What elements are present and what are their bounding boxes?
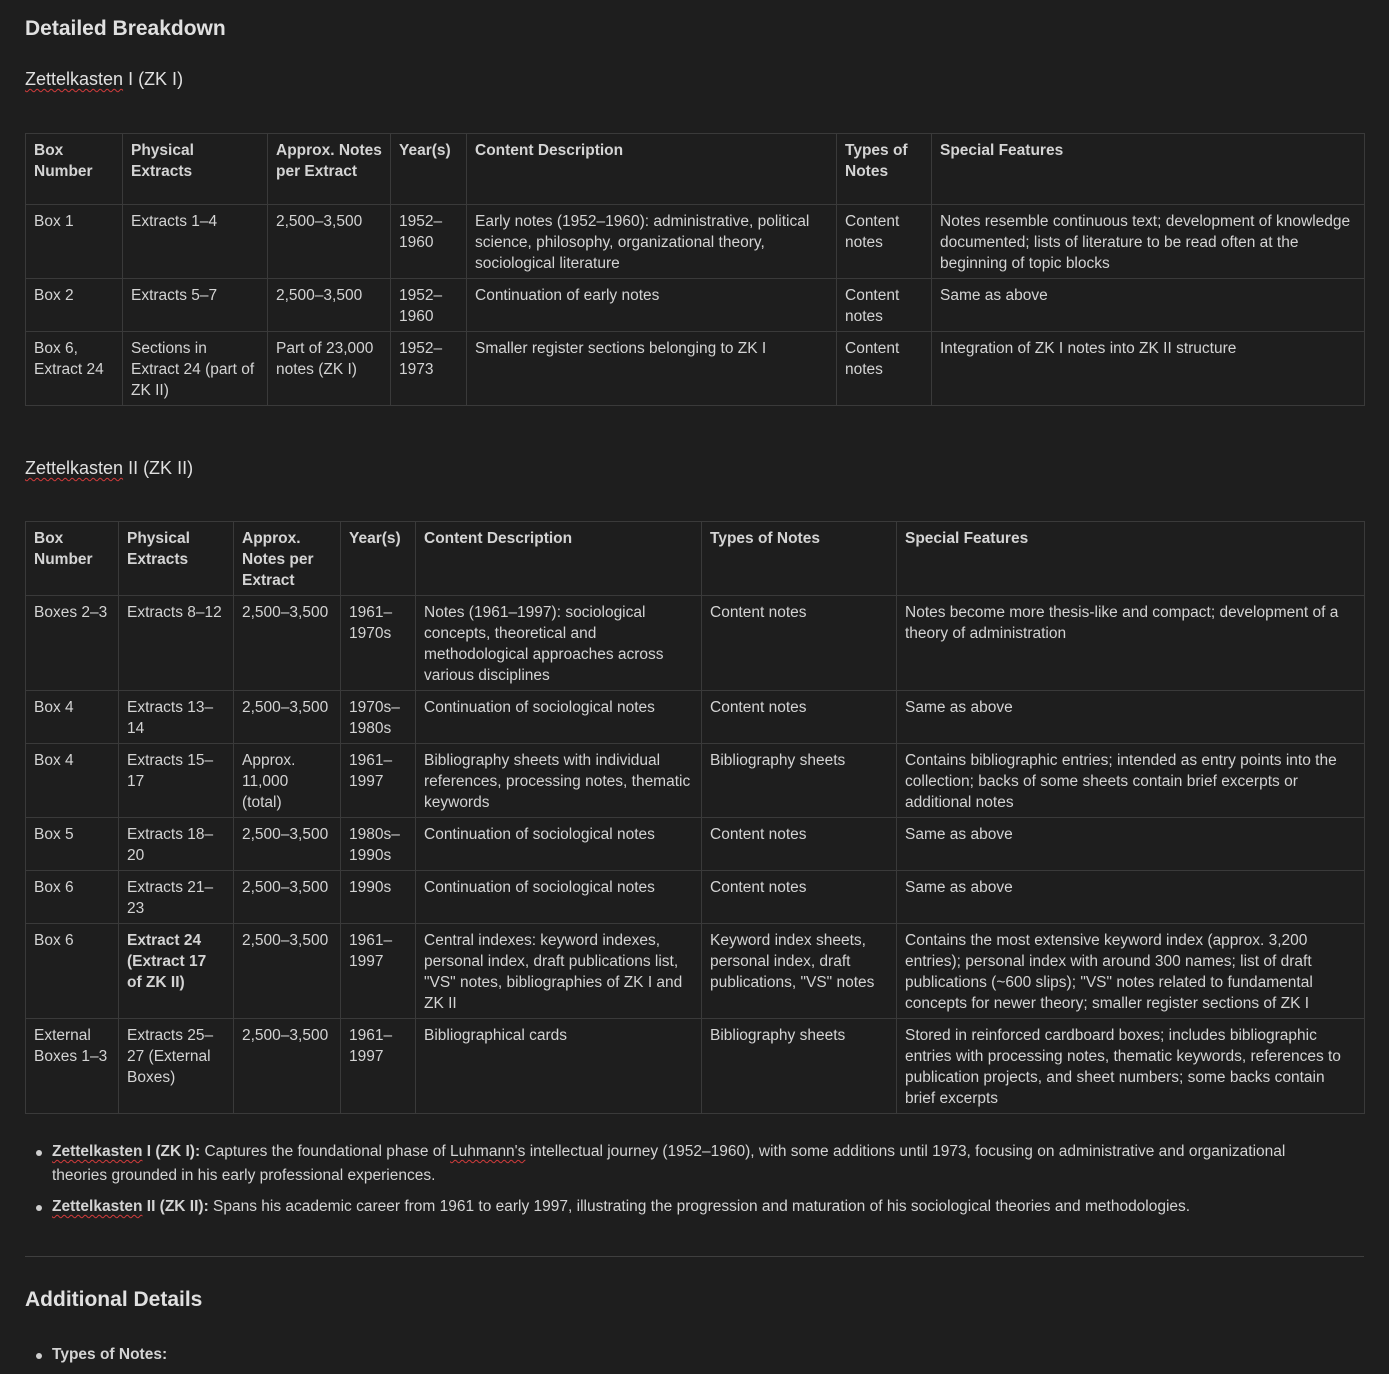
table-cell: Content notes <box>837 279 932 332</box>
table-cell: Same as above <box>897 691 1365 744</box>
list-item-label <box>52 1198 209 1215</box>
table-cell: Contains the most extensive keyword index (approx. 3,200 entries); personal index with around 300 names; list of draft publications (~600 slips); "VS" notes related to fundamental concepts for newer theory; smaller register sections of ZK I <box>897 924 1365 1019</box>
table-cell: Notes become more thesis-like and compact; development of a theory of administration <box>897 596 1365 691</box>
table-row <box>26 871 1365 924</box>
table-cell: External Boxes 1–3 <box>26 1019 119 1114</box>
table-cell: Content notes <box>702 691 897 744</box>
table-cell: 2,500–3,500 <box>234 871 341 924</box>
zk1-header-cell: Box Number <box>26 134 123 205</box>
zk1-header-cell: Physical Extracts <box>123 134 268 205</box>
list-item-label <box>52 1143 200 1160</box>
list-item <box>52 1140 1332 1188</box>
table-cell: 1952–1960 <box>391 205 467 279</box>
zk1-header-cell: Types of Notes <box>837 134 932 205</box>
table-cell: Box 6, Extract 24 <box>26 332 123 406</box>
zk1-header-row <box>26 134 1365 205</box>
zk1-header-cell: Content Description <box>467 134 837 205</box>
table-row <box>26 924 1365 1019</box>
table-cell: Same as above <box>897 871 1365 924</box>
table-cell: 1961–1997 <box>341 924 416 1019</box>
additional-details-heading: Additional Details <box>25 1288 203 1311</box>
table-cell: Content notes <box>702 818 897 871</box>
zk2-header-cell: Box Number <box>26 522 119 596</box>
table-cell: Content notes <box>837 332 932 406</box>
table-cell: Bibliography sheets <box>702 744 897 818</box>
table-row <box>26 744 1365 818</box>
zk2-header-cell: Types of Notes <box>702 522 897 596</box>
table-cell: Box 1 <box>26 205 123 279</box>
table-cell: Bibliography sheets <box>702 1019 897 1114</box>
table-cell: 1980s–1990s <box>341 818 416 871</box>
zk2-heading-rest: II (ZK II) <box>123 458 194 478</box>
table-cell: Extracts 8–12 <box>119 596 234 691</box>
table-cell: Boxes 2–3 <box>26 596 119 691</box>
zk1-header-cell: Approx. Notes per Extract <box>268 134 391 205</box>
zk2-header-cell: Physical Extracts <box>119 522 234 596</box>
list-item-name: Luhmann's <box>450 1143 526 1160</box>
list-item-label-word: Zettelkasten <box>52 1198 143 1215</box>
table-cell: Extracts 21–23 <box>119 871 234 924</box>
list-item-label-word: Zettelkasten <box>52 1143 143 1160</box>
table-cell: Smaller register sections belonging to ZK I <box>467 332 837 406</box>
section-divider <box>25 1256 1364 1257</box>
table-cell: Box 6 <box>26 924 119 1019</box>
table-cell: Continuation of early notes <box>467 279 837 332</box>
list-item <box>52 1195 1332 1219</box>
table-cell: Same as above <box>897 818 1365 871</box>
table-cell: Bibliographical cards <box>416 1019 702 1114</box>
table-cell: Keyword index sheets, personal index, draft publications, "VS" notes <box>702 924 897 1019</box>
table-cell: 1952–1960 <box>391 279 467 332</box>
table-cell: Extracts 15–17 <box>119 744 234 818</box>
table-cell: Approx. 11,000 (total) <box>234 744 341 818</box>
zk2-header-cell: Content Description <box>416 522 702 596</box>
zk2-header-cell: Year(s) <box>341 522 416 596</box>
table-cell: Same as above <box>932 279 1365 332</box>
zk1-header-cell: Year(s) <box>391 134 467 205</box>
list-item-label-rest: I (ZK I): <box>142 1143 201 1160</box>
table-cell: Bibliography sheets with individual references, processing notes, thematic keywords <box>416 744 702 818</box>
table-cell: Stored in reinforced cardboard boxes; includes bibliographic entries with processing notes, thematic keywords, references to publication projects, and sheet numbers; some backs contain brief excerpts <box>897 1019 1365 1114</box>
table-cell: 1961–1997 <box>341 1019 416 1114</box>
table-cell: Content notes <box>702 596 897 691</box>
table-cell: 1961–1997 <box>341 744 416 818</box>
table-cell: Integration of ZK I notes into ZK II structure <box>932 332 1365 406</box>
table-row <box>26 205 1365 279</box>
table-cell: 2,500–3,500 <box>234 691 341 744</box>
table-cell: 1961–1970s <box>341 596 416 691</box>
table-cell: Extracts 5–7 <box>123 279 268 332</box>
table-cell <box>119 924 234 1019</box>
zk1-header-cell: Special Features <box>932 134 1365 205</box>
table-cell: Content notes <box>702 871 897 924</box>
table-row <box>26 818 1365 871</box>
zk1-heading-word: Zettelkasten <box>25 69 124 89</box>
detailed-breakdown-heading: Detailed Breakdown <box>25 17 226 40</box>
zk1-heading-rest: I (ZK I) <box>123 69 184 89</box>
table-cell: Notes (1961–1997): sociological concepts, theoretical and methodological approaches across various disciplines <box>416 596 702 691</box>
list-item-label-rest: II (ZK II): <box>142 1198 209 1215</box>
zk2-header-cell: Approx. Notes per Extract <box>234 522 341 596</box>
table-cell: 1952–1973 <box>391 332 467 406</box>
table-row <box>26 691 1365 744</box>
additional-details-list <box>25 1343 1332 1374</box>
table-cell: Central indexes: keyword indexes, personal index, draft publications list, "VS" notes, bibliographies of ZK I and ZK II <box>416 924 702 1019</box>
table-cell: Continuation of sociological notes <box>416 691 702 744</box>
table-cell: Extracts 25–27 (External Boxes) <box>119 1019 234 1114</box>
zk2-header-cell: Special Features <box>897 522 1365 596</box>
list-item <box>52 1343 1332 1367</box>
table-cell: 2,500–3,500 <box>234 596 341 691</box>
zk2-header-row <box>26 522 1365 596</box>
table-cell: Box 2 <box>26 279 123 332</box>
table-cell: 2,500–3,500 <box>234 1019 341 1114</box>
table-cell: Continuation of sociological notes <box>416 871 702 924</box>
summary-list <box>25 1140 1332 1226</box>
table-cell: Early notes (1952–1960): administrative, political science, philosophy, organizational theory, sociological literature <box>467 205 837 279</box>
table-cell: 2,500–3,500 <box>234 818 341 871</box>
table-cell: Continuation of sociological notes <box>416 818 702 871</box>
table-cell: 2,500–3,500 <box>234 924 341 1019</box>
table-cell: 2,500–3,500 <box>268 279 391 332</box>
table-cell: Sections in Extract 24 (part of ZK II) <box>123 332 268 406</box>
list-item-text: Spans his academic career from 1961 to early 1997, illustrating the progression and maturation of his sociological theories and methodologies. <box>208 1198 1191 1215</box>
zk2-heading <box>25 458 193 479</box>
table-cell: Extracts 1–4 <box>123 205 268 279</box>
types-of-notes-label: Types of Notes: <box>52 1346 168 1363</box>
table-row <box>26 332 1365 406</box>
table-row <box>26 1019 1365 1114</box>
table-cell: Box 5 <box>26 818 119 871</box>
table-cell: Notes resemble continuous text; development of knowledge documented; lists of literature to be read often at the beginning of topic blocks <box>932 205 1365 279</box>
table-cell: Box 4 <box>26 691 119 744</box>
table-cell: Content notes <box>837 205 932 279</box>
table-cell-bold-text: Extract 24 (Extract 17 of ZK II) <box>127 932 207 991</box>
table-cell: Contains bibliographic entries; intended as entry points into the collection; backs of some sheets contain brief excerpts or additional notes <box>897 744 1365 818</box>
table-cell: 1990s <box>341 871 416 924</box>
table-cell: Extracts 18–20 <box>119 818 234 871</box>
table-row <box>26 279 1365 332</box>
table-cell: Box 6 <box>26 871 119 924</box>
table-row <box>26 596 1365 691</box>
zk1-heading <box>25 69 183 90</box>
zk2-heading-word: Zettelkasten <box>25 458 124 478</box>
zk2-table <box>25 521 1365 1114</box>
list-item-text: intellectual journey (1952–1960), with some additions until 1973, focusing on administrative and organizational theories grounded in his early professional experiences. <box>52 1143 1286 1184</box>
list-item-text: Captures the foundational phase of <box>200 1143 451 1160</box>
table-cell: Box 4 <box>26 744 119 818</box>
table-cell: 2,500–3,500 <box>268 205 391 279</box>
zk1-table <box>25 133 1365 406</box>
table-cell: 1970s–1980s <box>341 691 416 744</box>
table-cell: Extracts 13–14 <box>119 691 234 744</box>
table-cell: Part of 23,000 notes (ZK I) <box>268 332 391 406</box>
